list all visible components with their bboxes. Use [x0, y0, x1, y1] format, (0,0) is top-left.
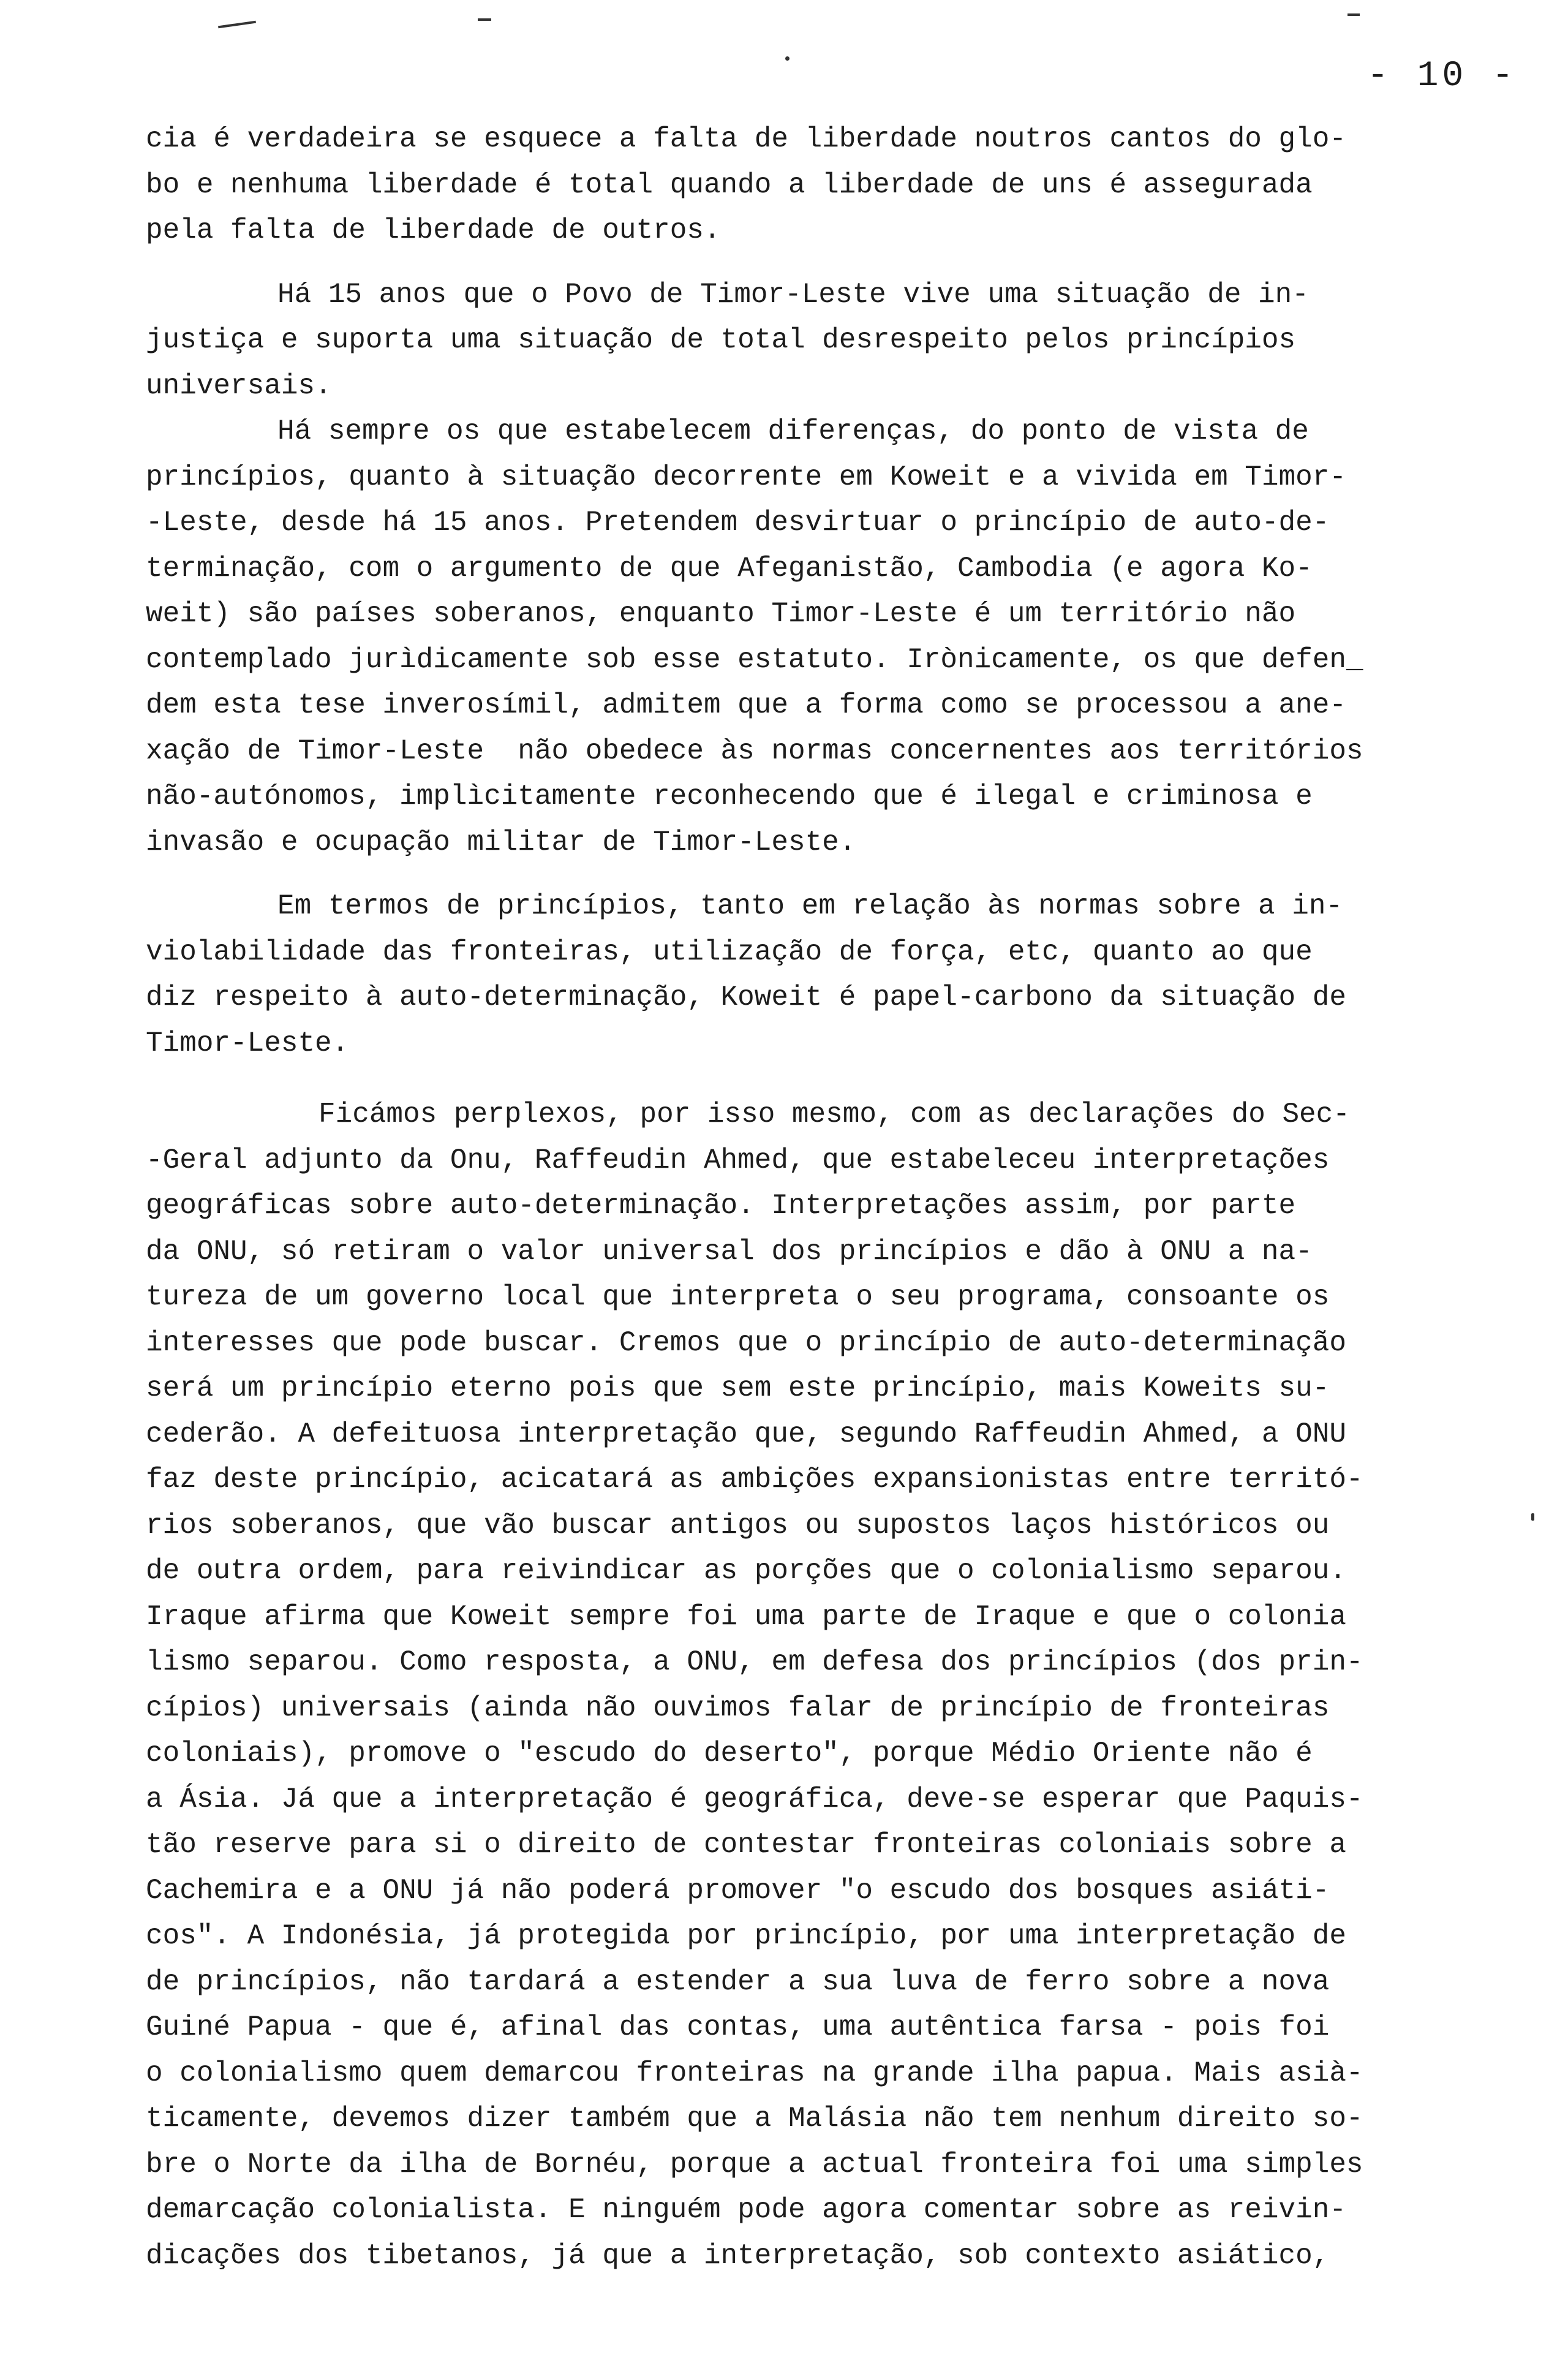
text-line: Timor-Leste.: [146, 1027, 349, 1059]
text-line: weit) são países soberanos, enquanto Timor-Leste é um território não: [146, 598, 1296, 630]
text-line: invasão e ocupação militar de Timor-Leste.: [146, 826, 856, 858]
text-line: princípios, quanto à situação decorrente em Koweit e a vivida em Timor-: [146, 461, 1346, 493]
text-line: interesses que pode buscar. Cremos que o princípio de auto-determinação: [146, 1326, 1346, 1359]
scan-dot-top: [785, 56, 790, 61]
text-line: faz deste princípio, acicatará as ambições expansionistas entre territó-: [146, 1464, 1363, 1496]
text-line: tão reserve para si o direito de contestar fronteiras coloniais sobre a: [146, 1829, 1346, 1861]
page-number: - 10 -: [1367, 56, 1517, 96]
paragraph: [146, 1092, 1512, 2278]
paragraph: [146, 409, 1512, 865]
text-line: cia é verdadeira se esquece a falta de liberdade noutros cantos do glo-: [146, 123, 1346, 155]
text-line: ticamente, devemos dizer também que a Malásia não tem nenhum direito so-: [146, 2103, 1363, 2135]
text-line: Guiné Papua - que é, afinal das contas, uma autêntica farsa - pois foi: [146, 2011, 1330, 2043]
text-line: Há 15 anos que o Povo de Timor-Leste vive uma situação de in-: [277, 278, 1309, 311]
document-body: [146, 116, 1512, 2278]
text-line: bre o Norte da ilha de Bornéu, porque a actual fronteira foi uma simples: [146, 2148, 1363, 2180]
text-line: a Ásia. Já que a interpretação é geográfica, deve-se esperar que Paquis-: [146, 1783, 1363, 1815]
text-line: lismo separou. Como resposta, a ONU, em defesa dos princípios (dos prin-: [146, 1646, 1363, 1678]
text-line: terminação, com o argumento de que Afeganistão, Cambodia (e agora Ko-: [146, 552, 1313, 584]
text-line: diz respeito à auto-determinação, Koweit é papel-carbono da situação de: [146, 981, 1346, 1013]
text-line: Iraque afirma que Koweit sempre foi uma parte de Iraque e que o colonia: [146, 1600, 1346, 1633]
paragraph: [146, 883, 1512, 1066]
paragraph-gap: [146, 865, 1512, 883]
text-line: -Geral adjunto da Onu, Raffeudin Ahmed, que estabeleceu interpretações: [146, 1144, 1330, 1176]
text-line: Ficámos perplexos, por isso mesmo, com as declarações do Sec-: [318, 1099, 1350, 1130]
text-line: será um princípio eterno pois que sem este princípio, mais Koweits su-: [146, 1372, 1330, 1404]
text-line: Cachemira e a ONU já não poderá promover "o escudo dos bosques asiáti-: [146, 1874, 1330, 1907]
text-line: violabilidade das fronteiras, utilização de força, etc, quanto ao que: [146, 936, 1313, 968]
text-line: coloniais), promove o "escudo do deserto", porque Médio Oriente não é: [146, 1738, 1313, 1769]
scan-mark-top-left: [218, 21, 256, 29]
text-line: bo e nenhuma liberdade é total quando a liberdade de uns é assegurada: [146, 168, 1313, 201]
text-line: universais.: [146, 369, 332, 402]
text-line: Há sempre os que estabelecem diferenças, do ponto de vista de: [277, 415, 1309, 447]
scan-mark-top-center: [478, 18, 491, 21]
text-line: dem esta tese inverosímil, admitem que a forma como se processou a ane-: [146, 689, 1346, 721]
text-line: pela falta de liberdade de outros.: [146, 214, 721, 246]
text-line: cípios) universais (ainda não ouvimos falar de princípio de fronteiras: [146, 1692, 1330, 1724]
paragraph: [146, 272, 1512, 409]
text-line: contemplado jurìdicamente sob esse estatuto. Irònicamente, os que defen_: [146, 643, 1363, 676]
text-line: da ONU, só retiram o valor universal dos princípios e dão à ONU a na-: [146, 1235, 1313, 1268]
paragraph: [146, 116, 1512, 254]
text-line: cos". A Indonésia, já protegida por princípio, por uma interpretação de: [146, 1920, 1346, 1952]
scan-dot-margin-right: [1531, 1513, 1534, 1521]
text-line: o colonialismo quem demarcou fronteiras na grande ilha papua. Mais asià-: [146, 2057, 1363, 2089]
text-line: -Leste, desde há 15 anos. Pretendem desvirtuar o princípio de auto-de-: [146, 507, 1330, 539]
text-line: dicações dos tibetanos, já que a interpretação, sob contexto asiático,: [146, 2239, 1330, 2272]
text-line: não-autónomos, implìcitamente reconhecendo que é ilegal e criminosa e: [146, 781, 1313, 812]
text-line: de princípios, não tardará a estender a sua luva de ferro sobre a nova: [146, 1965, 1330, 1998]
text-line: cederão. A defeituosa interpretação que, segundo Raffeudin Ahmed, a ONU: [146, 1418, 1346, 1450]
text-line: geográficas sobre auto-determinação. Interpretações assim, por parte: [146, 1190, 1296, 1222]
paragraph-gap: [146, 1066, 1512, 1092]
text-line: tureza de um governo local que interpreta o seu programa, consoante os: [146, 1281, 1330, 1313]
text-line: rios soberanos, que vão buscar antigos ou supostos laços históricos ou: [146, 1509, 1330, 1541]
paragraph-gap: [146, 254, 1512, 272]
text-line: de outra ordem, para reivindicar as porções que o colonialismo separou.: [146, 1555, 1346, 1587]
text-line: Em termos de princípios, tanto em relação às normas sobre a in-: [277, 890, 1343, 922]
scan-mark-top-right: [1348, 13, 1360, 16]
text-line: demarcação colonialista. E ninguém pode agora comentar sobre as reivin-: [146, 2194, 1346, 2226]
text-line: justiça e suporta uma situação de total desrespeito pelos princípios: [146, 324, 1296, 356]
text-line: xação de Timor-Leste não obedece às normas concernentes aos territórios: [146, 735, 1363, 767]
